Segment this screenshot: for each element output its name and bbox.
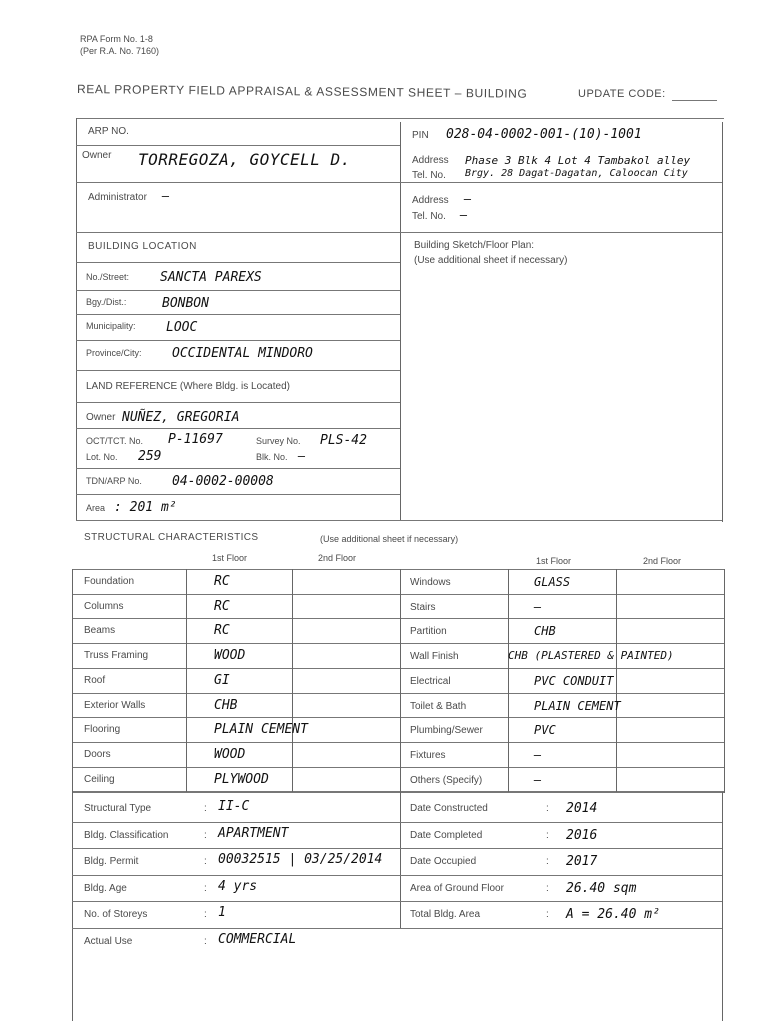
divider: [186, 569, 187, 793]
divider: [72, 792, 73, 1021]
divider: [292, 569, 293, 793]
summary-right-label: Date Occupied: [410, 856, 477, 867]
summary-right-label: Total Bldg. Area: [410, 909, 481, 920]
structural-left-label: Truss Framing: [84, 650, 149, 661]
divider: [76, 340, 400, 341]
area-value[interactable]: : 201 m²: [114, 500, 177, 515]
divider: [72, 569, 724, 570]
structural-left-label: Beams: [84, 625, 116, 636]
structural-right-label: Toilet & Bath: [410, 701, 467, 712]
divider: [72, 928, 722, 929]
divider: [400, 569, 401, 793]
colon: :: [546, 803, 549, 814]
survey-label: Survey No.: [256, 436, 301, 446]
province-label: Province/City:: [86, 348, 142, 358]
summary-left-value[interactable]: 00032515 | 03/25/2014: [218, 852, 383, 867]
divider: [72, 693, 724, 694]
tdn-label: TDN/ARP No.: [86, 476, 142, 486]
land-owner-value[interactable]: NUÑEZ, GREGORIA: [122, 410, 240, 425]
colon: :: [546, 909, 549, 920]
sketch-label: Building Sketch/Floor Plan:: [414, 240, 535, 251]
arp-label: ARP NO.: [88, 126, 129, 137]
colon: :: [204, 909, 207, 920]
summary-right-label: Date Constructed: [410, 803, 488, 814]
divider: [72, 643, 724, 644]
colon: :: [204, 830, 207, 841]
structural-left-label: Columns: [84, 601, 124, 612]
structural-left-label: Ceiling: [84, 774, 115, 785]
structural-right-label: Windows: [410, 577, 451, 588]
divider: [76, 402, 400, 403]
structural-note: (Use additional sheet if necessary): [320, 534, 459, 544]
structural-left-value[interactable]: RC: [214, 574, 230, 589]
second-floor-left: 2nd Floor: [318, 553, 357, 563]
divider: [722, 122, 723, 522]
sketch-note: (Use additional sheet if necessary): [414, 255, 568, 266]
administrator-value[interactable]: —: [162, 189, 170, 203]
first-floor-left: 1st Floor: [212, 553, 248, 563]
structural-left-label: Foundation: [84, 576, 135, 587]
divider: [76, 118, 724, 119]
pin-label: PIN: [412, 130, 429, 141]
lot-label: Lot. No.: [86, 452, 118, 462]
divider: [72, 822, 722, 823]
tel-value[interactable]: Brgy. 28 Dagat-Dagatan, Caloocan City: [465, 168, 688, 179]
summary-right-value[interactable]: 26.40 sqm: [566, 881, 637, 896]
structural-right-label: Others (Specify): [410, 775, 483, 786]
building-location-label: BUILDING LOCATION: [88, 241, 197, 252]
colon: :: [204, 803, 207, 814]
oct-value[interactable]: P-11697: [168, 432, 223, 447]
first-floor-right: 1st Floor: [536, 556, 572, 566]
administrator-label: Administrator: [88, 192, 147, 203]
colon: :: [204, 883, 207, 894]
summary-left-label: Bldg. Permit: [84, 856, 139, 867]
structural-left-value[interactable]: CHB: [214, 698, 238, 713]
divider: [76, 118, 77, 520]
update-code-label: UPDATE CODE:: [578, 88, 666, 100]
summary-left-value[interactable]: 4 yrs: [218, 879, 258, 894]
structural-left-label: Roof: [84, 675, 106, 686]
colon: :: [204, 936, 207, 947]
structural-left-value[interactable]: PLYWOOD: [214, 772, 269, 787]
blk-value[interactable]: —: [298, 449, 306, 463]
structural-right-label: Wall Finish: [410, 651, 459, 662]
structural-right-label: Stairs: [410, 602, 436, 613]
structural-right-label: Electrical: [410, 676, 451, 687]
street-label: No./Street:: [86, 272, 130, 282]
divider: [76, 428, 400, 429]
structural-left-value[interactable]: WOOD: [214, 747, 246, 762]
land-reference-label: LAND REFERENCE (Where Bldg. is Located): [86, 381, 290, 392]
land-owner-label: Owner: [86, 412, 116, 423]
structural-right-value[interactable]: GLASS: [534, 575, 571, 589]
divider: [72, 792, 724, 793]
colon: :: [546, 883, 549, 894]
admin-tel-value[interactable]: –: [460, 208, 468, 222]
divider: [72, 742, 724, 743]
summary-left-label: Actual Use: [84, 936, 133, 947]
summary-left-value[interactable]: 1: [218, 905, 226, 920]
structural-label: STRUCTURAL CHARACTERISTICS: [84, 532, 259, 543]
summary-left-value[interactable]: COMMERCIAL: [218, 932, 297, 947]
structural-right-value[interactable]: —: [534, 748, 542, 762]
summary-left-value[interactable]: APARTMENT: [218, 826, 289, 841]
summary-right-label: Date Completed: [410, 830, 483, 841]
structural-left-value[interactable]: WOOD: [214, 648, 246, 663]
divider: [72, 848, 722, 849]
divider: [72, 618, 724, 619]
municipality-label: Municipality:: [86, 321, 136, 331]
divider: [72, 594, 724, 595]
owner-value[interactable]: TORREGOZA, GOYCELL D.: [138, 150, 351, 169]
divider: [72, 875, 722, 876]
tel-label: Tel. No.: [412, 170, 446, 181]
oct-label: OCT/TCT. No.: [86, 436, 144, 446]
brgy-label: Bgy./Dist.:: [86, 297, 127, 307]
province-value[interactable]: OCCIDENTAL MINDORO: [172, 346, 313, 361]
address-label: Address: [412, 155, 449, 166]
summary-left-value[interactable]: II-C: [218, 799, 250, 814]
divider: [76, 290, 400, 291]
second-floor-right: 2nd Floor: [643, 556, 682, 566]
structural-right-value[interactable]: CHB: [534, 624, 556, 638]
colon: :: [546, 830, 549, 841]
address-value[interactable]: Phase 3 Blk 4 Lot 4 Tambakol alley: [465, 154, 691, 167]
summary-left-label: No. of Storeys: [84, 909, 148, 920]
blk-label: Blk. No.: [256, 452, 288, 462]
structural-left-value[interactable]: RC: [214, 623, 230, 638]
structural-right-value[interactable]: CHB (PLASTERED & PAINTED): [508, 649, 674, 662]
divider: [724, 569, 725, 793]
divider: [72, 668, 724, 669]
structural-left-label: Flooring: [84, 724, 121, 735]
colon: :: [546, 856, 549, 867]
structural-left-value[interactable]: GI: [214, 673, 230, 688]
divider: [76, 370, 400, 371]
divider: [76, 520, 722, 521]
divider: [76, 182, 722, 183]
structural-left-label: Exterior Walls: [84, 700, 146, 711]
summary-right-value[interactable]: 2016: [566, 828, 598, 843]
structural-right-value[interactable]: PLAIN CEMENT: [534, 699, 621, 713]
area-label: Area: [86, 503, 106, 513]
brgy-value[interactable]: BONBON: [162, 296, 209, 311]
divider: [722, 792, 723, 1021]
structural-right-label: Fixtures: [410, 750, 446, 761]
summary-left-label: Bldg. Age: [84, 883, 127, 894]
pin-value[interactable]: 028-04-0002-001-(10)-1001: [446, 127, 642, 142]
divider: [72, 717, 724, 718]
summary-right-value[interactable]: A = 26.40 m²: [566, 907, 660, 922]
summary-left-label: Structural Type: [84, 803, 152, 814]
lot-value[interactable]: 259: [138, 449, 162, 464]
municipality-value[interactable]: LOOC: [166, 320, 198, 335]
street-value[interactable]: SANCTA PAREXS: [160, 270, 262, 285]
divider: [76, 468, 400, 469]
structural-left-value[interactable]: RC: [214, 599, 230, 614]
structural-right-value[interactable]: —: [534, 773, 542, 787]
update-code-line[interactable]: [672, 100, 717, 101]
page-title: REAL PROPERTY FIELD APPRAISAL & ASSESSMENT SHEET – BUILDING: [76, 82, 528, 101]
summary-right-label: Area of Ground Floor: [410, 883, 504, 894]
form-number: RPA Form No. 1-8: [80, 34, 153, 44]
divider: [72, 901, 722, 902]
admin-tel-label: Tel. No.: [412, 211, 446, 222]
summary-right-value[interactable]: 2014: [566, 801, 598, 816]
divider: [76, 314, 400, 315]
tdn-value[interactable]: 04-0002-00008: [172, 474, 274, 489]
survey-value[interactable]: PLS-42: [320, 433, 367, 448]
structural-left-value[interactable]: PLAIN CEMENT: [214, 722, 308, 737]
divider: [76, 232, 722, 233]
divider: [76, 145, 400, 146]
structural-right-label: Partition: [410, 626, 447, 637]
admin-address-value[interactable]: —: [464, 192, 472, 206]
divider: [76, 494, 400, 495]
divider: [616, 569, 617, 793]
owner-label: Owner: [82, 150, 112, 161]
divider: [76, 262, 400, 263]
structural-right-value[interactable]: PVC: [534, 723, 556, 737]
divider: [508, 569, 509, 793]
admin-address-label: Address: [412, 195, 449, 206]
structural-left-label: Doors: [84, 749, 111, 760]
colon: :: [204, 856, 207, 867]
ra-number: (Per R.A. No. 7160): [80, 46, 160, 56]
divider: [400, 792, 401, 929]
structural-right-label: Plumbing/Sewer: [410, 725, 483, 736]
divider: [72, 569, 73, 793]
summary-left-label: Bldg. Classification: [84, 830, 169, 841]
divider: [72, 767, 724, 768]
summary-right-value[interactable]: 2017: [566, 854, 598, 869]
structural-right-value[interactable]: PVC CONDUIT: [534, 674, 614, 688]
structural-right-value[interactable]: —: [534, 600, 542, 614]
